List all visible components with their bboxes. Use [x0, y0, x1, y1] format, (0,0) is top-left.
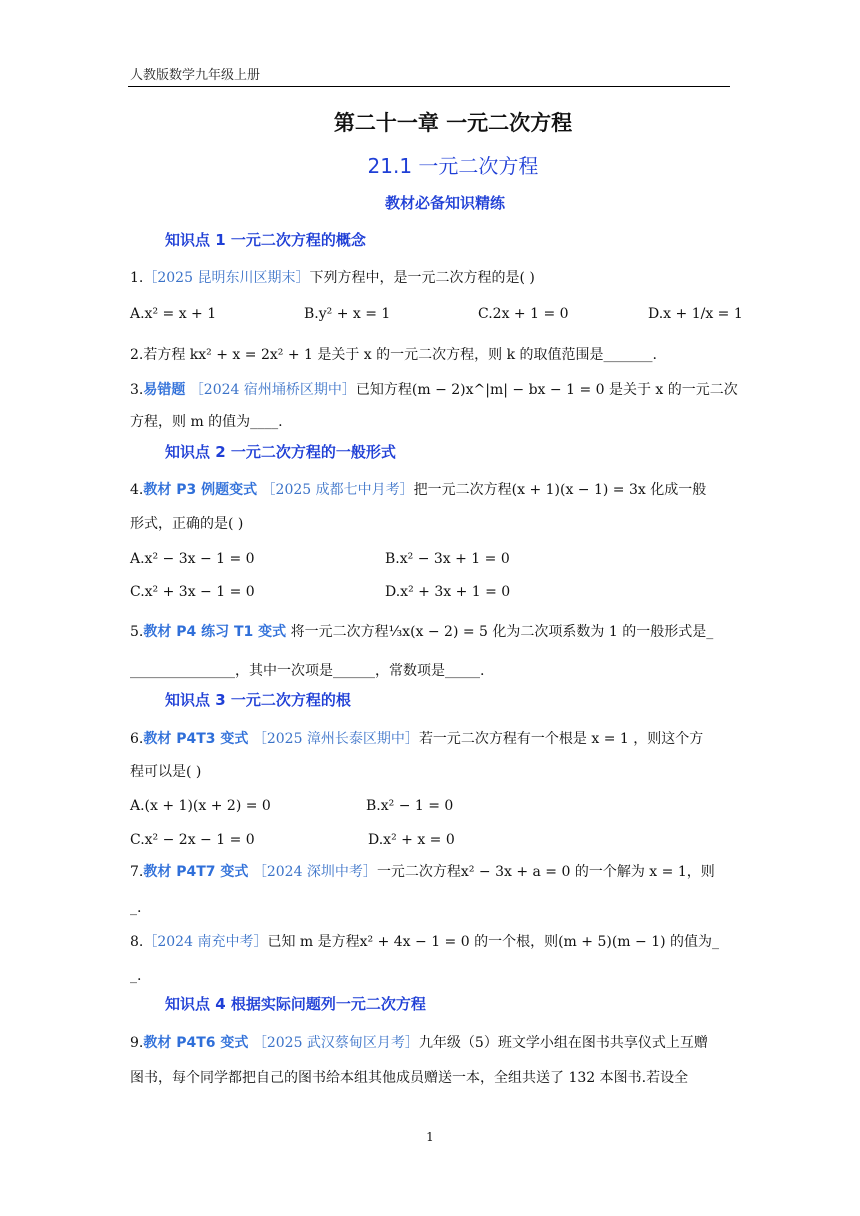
question-3: 3.易错题 ［2024 宿州埇桥区期中］已知方程(m − 2)x^|m| − bx − 1 = 0 是关于 x 的一元二次: [130, 382, 738, 398]
question-4: 4.教材 P3 例题变式 ［2025 成都七中月考］把一元二次方程(x + 1)(x − 1) = 3x 化成一般: [130, 482, 707, 498]
question-7: 7.教材 P4T7 变式 ［2024 深圳中考］一元二次方程x² − 3x + a = 0 的一个解为 x = 1，则: [130, 864, 715, 880]
knowledge-point-3: 知识点 3 一元二次方程的根: [165, 691, 351, 709]
q6-option-d: D.x² + x = 0: [368, 832, 455, 848]
section-title: 21.1 一元二次方程: [367, 154, 539, 178]
q4-option-d: D.x² + 3x + 1 = 0: [385, 584, 511, 600]
q4-option-c: C.x² + 3x − 1 = 0: [130, 584, 255, 600]
q1-option-b: B.y² + x = 1: [304, 306, 391, 322]
knowledge-point-4: 知识点 4 根据实际问题列一元二次方程: [165, 995, 426, 1013]
q1-option-c: C.2x + 1 = 0: [478, 306, 569, 322]
question-8: 8.［2024 南充中考］已知 m 是方程x² + 4x − 1 = 0 的一个根，则(m + 5)(m − 1) 的值为_: [130, 934, 720, 950]
subtitle: 教材必备知识精练: [384, 194, 505, 212]
q6-option-a: A.(x + 1)(x + 2) = 0: [130, 798, 271, 814]
question-5: 5.教材 P4 练习 T1 变式 将一元二次方程⅓x(x − 2) = 5 化为二次项系数为 1 的一般形式是_: [130, 624, 714, 640]
question-9-cont: 图书，每个同学都把自己的图书给本组其他成员赠送一本，全组共送了 132 本图书.若设全: [130, 1070, 689, 1086]
knowledge-point-2: 知识点 2 一元二次方程的一般形式: [165, 443, 396, 461]
header-rule: [128, 86, 730, 87]
question-6-cont: 程可以是( ): [130, 764, 202, 780]
q1-option-a: A.x² = x + 1: [130, 306, 217, 322]
q4-option-b: B.x² − 3x + 1 = 0: [385, 551, 510, 567]
page-number: 1: [426, 1130, 434, 1144]
question-2: 2.若方程 kx² + x = 2x² + 1 是关于 x 的一元二次方程，则 k 的取值范围是_______.: [130, 347, 657, 363]
question-5-cont: _______________，其中一次项是______，常数项是_____.: [130, 663, 485, 679]
question-9: 9.教材 P4T6 变式 ［2025 武汉蔡甸区月考］九年级（5）班文学小组在图书共享仪式上互赠: [130, 1035, 708, 1051]
question-3-cont: 方程，则 m 的值为____.: [130, 414, 283, 430]
q6-option-b: B.x² − 1 = 0: [366, 798, 454, 814]
question-6: 6.教材 P4T3 变式 ［2025 漳州长泰区期中］若一元二次方程有一个根是 x = 1 ，则这个方: [130, 731, 704, 747]
chapter-title: 第二十一章 一元二次方程: [333, 111, 573, 135]
running-header: 人教版数学九年级上册: [130, 68, 261, 83]
question-8-cont: _.: [130, 968, 142, 984]
question-7-cont: _.: [130, 900, 142, 916]
knowledge-point-1: 知识点 1 一元二次方程的概念: [165, 231, 366, 249]
question-1: 1.［2025 昆明东川区期末］下列方程中，是一元二次方程的是( ): [130, 270, 535, 286]
q6-option-c: C.x² − 2x − 1 = 0: [130, 832, 255, 848]
q1-option-d: D.x + 1/x = 1: [648, 306, 743, 322]
q4-option-a: A.x² − 3x − 1 = 0: [130, 551, 255, 567]
question-4-cont: 形式，正确的是( ): [130, 516, 244, 532]
